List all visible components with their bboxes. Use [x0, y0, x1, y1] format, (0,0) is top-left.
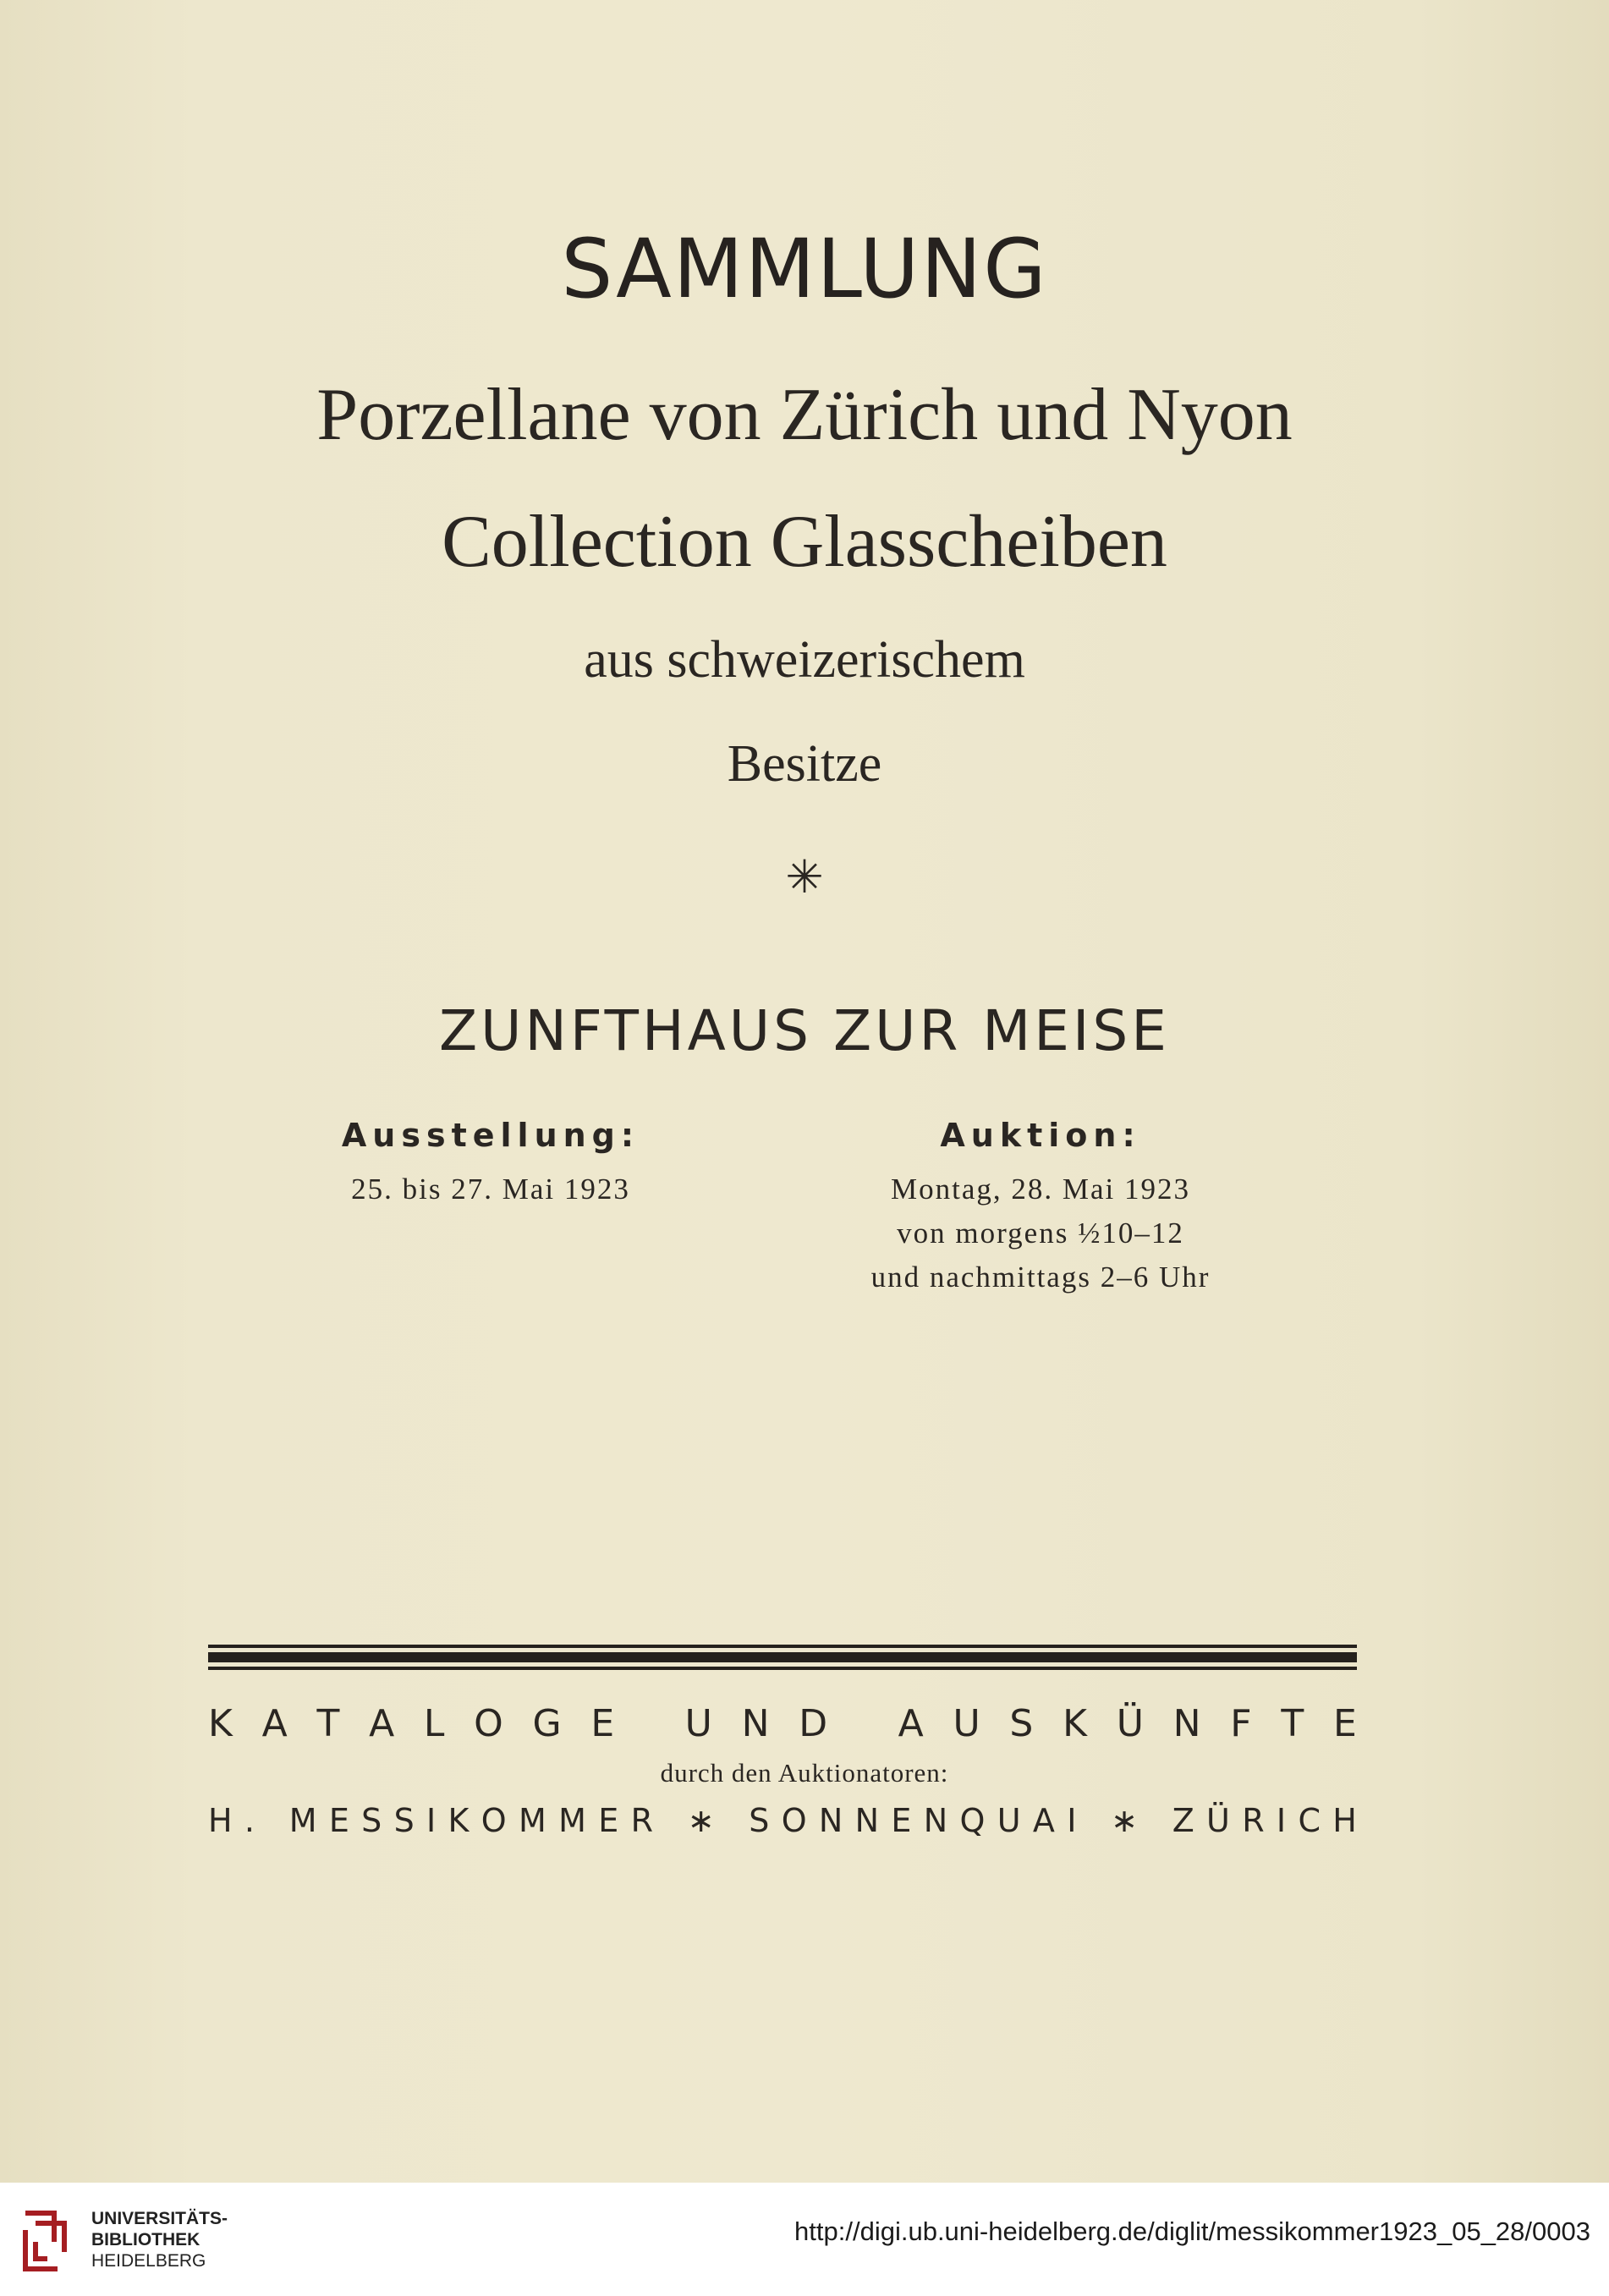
auction-morning-hours: von morgens ½10–12 — [897, 1217, 1184, 1250]
catalogs-heading: K A T A L O G E U N D A U S K Ü N F T E — [208, 1702, 1357, 1745]
auction-heading: Auktion: — [940, 1117, 1141, 1154]
collection-title: SAMMLUNG — [561, 222, 1048, 316]
auctioneer-address: H . M E S S I K O M M E R ∗ S O N N E N Q U A I ∗ Z Ü R I C H — [208, 1802, 1357, 1839]
subtitle-porcelain: Porzellane von Zürich und Nyon — [316, 374, 1293, 456]
library-name — [91, 2208, 228, 2271]
venue-heading: ZUNFTHAUS ZUR MEISE — [438, 998, 1171, 1063]
subtitle-possession: Besitze — [727, 735, 882, 793]
library-name-line: HEIDELBERG — [91, 2251, 206, 2271]
auction-afternoon-hours: und nachmittags 2–6 Uhr — [870, 1261, 1211, 1294]
library-logo-icon — [19, 2205, 78, 2276]
exhibition-dates: 25. bis 27. Mai 1923 — [351, 1173, 630, 1206]
exhibition-block — [321, 1117, 660, 1211]
library-name-line: BIBLIOTHEK — [91, 2230, 200, 2249]
subtitle-glass-panes: Collection Glasscheiben — [442, 501, 1167, 583]
subtitle-origin: aus schweizerischem — [584, 631, 1025, 689]
digitization-footer — [0, 2183, 1609, 2296]
permalink-url[interactable]: http://digi.ub.uni-heidelberg.de/diglit/messikommer1923_05_28/0003 — [794, 2216, 1590, 2246]
exhibition-heading: Ausstellung: — [341, 1117, 640, 1154]
double-rule-divider — [208, 1645, 1357, 1674]
library-name-line: UNIVERSITÄTS- — [91, 2209, 228, 2228]
auction-block — [829, 1117, 1252, 1299]
ornament-asterisk-icon: ✳ — [785, 850, 824, 904]
auction-date: Montag, 28. Mai 1923 — [890, 1173, 1190, 1206]
via-auctioneers-text: durch den Auktionatoren: — [660, 1758, 949, 1788]
